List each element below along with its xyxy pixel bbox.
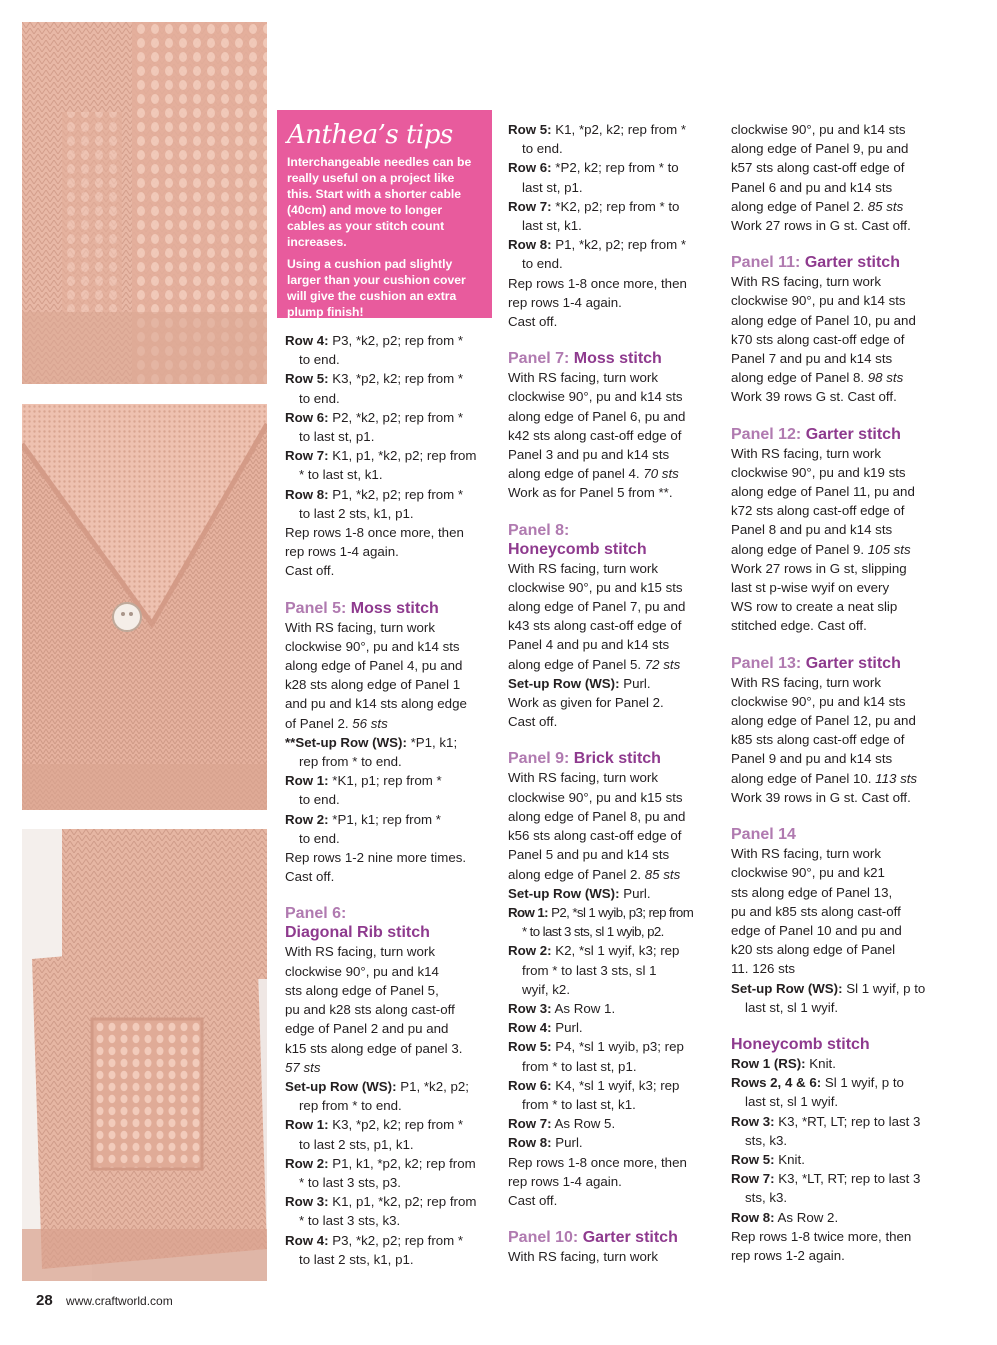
- row-8-cont: to end.: [522, 256, 563, 272]
- instruction-line: With RS facing, turn work: [731, 846, 882, 862]
- row-4-cont: to end.: [299, 352, 340, 368]
- row-1: Row 1: P2, *sl 1 wyib, p3; rep from: [508, 904, 694, 920]
- instruction-line: along edge of Panel 9, pu and: [731, 141, 909, 157]
- instruction-line: edge of Panel 2 and pu and: [285, 1021, 449, 1037]
- row-1: Row 1: K3, *p2, k2; rep from *: [285, 1117, 464, 1133]
- row-8: Row 8: Purl.: [508, 1135, 583, 1151]
- repeat-text: Rep rows 1-8 once more, then: [508, 275, 687, 291]
- instruction-line: k70 sts along cast-off edge of: [731, 331, 905, 347]
- cast-off-text: Cast off.: [508, 314, 558, 330]
- instruction-line: along edge of Panel 2. 85 sts: [731, 198, 904, 214]
- instruction-line: pu and k85 sts along cast-off: [731, 903, 901, 919]
- row-6: Row 6: *P2, k2; rep from * to: [508, 160, 679, 176]
- row-5: Row 5: K3, *p2, k2; rep from *: [285, 371, 464, 387]
- row-2: Row 2: K2, *sl 1 wyif, k3; rep: [508, 943, 680, 959]
- repeat-text: rep rows 1-2 again.: [731, 1247, 845, 1263]
- instruction-line: along edge of Panel 8, pu and: [508, 808, 686, 824]
- instruction-line: clockwise 90°, pu and k15 sts: [508, 579, 683, 595]
- panel-7-heading: Panel 7: Moss stitch: [508, 350, 662, 368]
- instruction-line: 11. 126 sts: [731, 961, 796, 977]
- row-1-cont: * to last 3 sts, sl 1 wyib, p2.: [522, 924, 664, 940]
- row-6: Row 6: K4, *sl 1 wyif, k3; rep: [508, 1077, 680, 1093]
- instruction-line: k42 sts along cast-off edge of: [508, 427, 682, 443]
- instruction-line: along edge of Panel 9. 105 sts: [731, 541, 911, 557]
- instruction-line: along edge of Panel 12, pu and: [731, 713, 916, 729]
- instruction-line: Panel 9 and pu and k14 sts: [731, 751, 893, 767]
- panel-14-heading: Panel 14: [731, 826, 796, 844]
- instruction-line: along edge of Panel 6, pu and: [508, 408, 686, 424]
- tips-title: Anthea’s tips: [287, 120, 453, 150]
- repeat-text: Rep rows 1-8 once more, then: [285, 525, 464, 541]
- instruction-line: Work as given for Panel 2.: [508, 695, 664, 711]
- row-4: Row 4: P3, *k2, p2; rep from *: [285, 1232, 464, 1248]
- setup-row: **Set-up Row (WS): *P1, k1;: [285, 734, 458, 750]
- row-1: Row 1: *K1, p1; rep from *: [285, 773, 442, 789]
- instruction-line: along edge of Panel 11, pu and: [731, 484, 915, 500]
- instruction-line: With RS facing, turn work: [508, 770, 659, 786]
- instruction-line: of Panel 2. 56 sts: [285, 715, 388, 731]
- instruction-line: Work 27 rows in G st, slipping: [731, 560, 907, 576]
- instruction-line: k15 sts along edge of panel 3.: [285, 1040, 463, 1056]
- pattern-column-3: [731, 120, 946, 1265]
- instruction-line: k56 sts along cast-off edge of: [508, 828, 682, 844]
- instruction-line: last st p-wise wyif on every: [731, 580, 890, 596]
- tips-paragraph-1: Interchangeable needles can be really useful on a project like this. Start with a shorter cable (40cm) and move to longer cables as your stitch count increases.: [287, 155, 472, 249]
- instruction-line: along edge of Panel 5. 72 sts: [508, 656, 681, 672]
- instruction-line: k28 sts along edge of Panel 1: [285, 677, 461, 693]
- panel-6-heading: Panel 6: Diagonal Rib stitch: [285, 905, 430, 942]
- instruction-line: Panel 7 and pu and k14 sts: [731, 351, 893, 367]
- row-5-cont: to end.: [299, 390, 340, 406]
- repeat-text: rep rows 1-4 again.: [508, 1173, 622, 1189]
- row-4: Row 4: P3, *k2, p2; rep from *: [285, 333, 464, 348]
- instruction-line: along edge of panel 4. 70 sts: [508, 466, 679, 482]
- panel-10-heading: Panel 10: Garter stitch: [508, 1229, 678, 1247]
- instruction-line: With RS facing, turn work: [285, 619, 436, 635]
- row-8: Row 8: P1, *k2, p2; rep from *: [508, 237, 687, 253]
- row-7: Row 7: *K2, p2; rep from * to: [508, 198, 680, 214]
- instruction-line: and pu and k14 sts along edge: [285, 696, 467, 712]
- row-5: Row 5: P4, *sl 1 wyib, p3; rep: [508, 1039, 684, 1055]
- row-5-cont: to end.: [522, 141, 563, 157]
- row-7-cont: last st, k1.: [522, 218, 582, 234]
- instruction-line: clockwise 90°, pu and k14 sts: [731, 693, 906, 709]
- honeycomb-heading: Honeycomb stitch: [731, 1035, 870, 1053]
- row-3: Row 3: K3, *RT, LT; rep to last 3: [731, 1113, 921, 1129]
- instruction-line: k72 sts along cast-off edge of: [731, 503, 905, 519]
- instruction-line: With RS facing, turn work: [508, 560, 659, 576]
- row-1: Row 1 (RS): Knit.: [731, 1055, 836, 1071]
- row-2: Row 2: *P1, k1; rep from *: [285, 811, 441, 827]
- setup-row-cont: rep from * to end.: [299, 1098, 402, 1114]
- instruction-line: Work 39 rows in G st. Cast off.: [731, 789, 911, 805]
- instruction-line: clockwise 90°, pu and k14 sts: [731, 293, 906, 309]
- row-8: Row 8: P1, *k2, p2; rep from *: [285, 486, 464, 502]
- row-2-cont: * to last 3 sts, p3.: [299, 1174, 401, 1190]
- panel-9-heading: Panel 9: Brick stitch: [508, 750, 661, 768]
- cast-off-text: Cast off.: [285, 869, 335, 885]
- instruction-line: along edge of Panel 10, pu and: [731, 312, 916, 328]
- instruction-line: With RS facing, turn work: [285, 944, 436, 960]
- setup-row: Set-up Row (WS): P1, *k2, p2;: [285, 1078, 469, 1094]
- row-1-cont: to end.: [299, 792, 340, 808]
- panel-12-heading: Panel 12: Garter stitch: [731, 425, 901, 443]
- row-6-cont: from * to last st, k1.: [522, 1096, 636, 1112]
- row-4-cont: to last 2 sts, k1, p1.: [299, 1251, 414, 1267]
- instruction-line: clockwise 90°, pu and k19 sts: [731, 464, 906, 480]
- instruction-line: clockwise 90°, pu and k14 sts: [508, 389, 683, 405]
- row-4: Row 4: Purl.: [508, 1020, 583, 1036]
- cast-off-text: Cast off.: [285, 563, 335, 579]
- row-7: Row 7: As Row 5.: [508, 1116, 616, 1132]
- repeat-text: Rep rows 1-8 once more, then: [508, 1154, 687, 1170]
- page-number: 28: [36, 1292, 53, 1309]
- instruction-line: along edge of Panel 8. 98 sts: [731, 370, 904, 386]
- cast-off-text: Cast off.: [508, 714, 558, 730]
- instruction-line: Panel 8 and pu and k14 sts: [731, 522, 893, 538]
- row-2-cont: from * to last 3 sts, sl 1: [522, 962, 657, 978]
- instruction-line: clockwise 90°, pu and k14 sts: [731, 122, 906, 137]
- row-5: Row 5: K1, *p2, k2; rep from *: [508, 122, 687, 137]
- row-7-cont: sts, k3.: [745, 1190, 788, 1206]
- row-2: Row 2: P1, k1, *p2, k2; rep from: [285, 1155, 476, 1171]
- setup-row-cont: rep from * to end.: [299, 754, 402, 770]
- panel-5-heading: Panel 5: Moss stitch: [285, 599, 439, 617]
- instruction-line: clockwise 90°, pu and k21: [731, 865, 885, 881]
- repeat-text: Rep rows 1-2 nine more times.: [285, 850, 467, 866]
- setup-row: Set-up Row (WS): Sl 1 wyif, p to: [731, 980, 926, 996]
- tips-paragraph-2: Using a cushion pad slightly larger than your cushion cover will give the cushion an extra plump finish!: [287, 257, 466, 319]
- instruction-line: edge of Panel 10 and pu and: [731, 922, 902, 938]
- instruction-line: stitched edge. Cast off.: [731, 618, 867, 634]
- pattern-column-1: [285, 331, 500, 1269]
- instruction-line: Panel 6 and pu and k14 sts: [731, 179, 893, 195]
- row-8: Row 8: As Row 2.: [731, 1209, 839, 1225]
- rows-2-4-6-cont: last st, sl 1 wyif.: [745, 1094, 839, 1110]
- repeat-text: rep rows 1-4 again.: [508, 294, 622, 310]
- cast-off-text: Cast off.: [508, 1192, 558, 1208]
- setup-row: Set-up Row (WS): Purl.: [508, 885, 651, 901]
- row-5-cont: from * to last st, p1.: [522, 1058, 637, 1074]
- instruction-line: Panel 5 and pu and k14 sts: [508, 847, 670, 863]
- row-3-cont: * to last 3 sts, k3.: [299, 1213, 401, 1229]
- row-6-cont: to last st, p1.: [299, 429, 375, 445]
- row-8-cont: to last 2 sts, k1, p1.: [299, 505, 414, 521]
- instruction-line: clockwise 90°, pu and k14: [285, 963, 439, 979]
- row-5: Row 5: Knit.: [731, 1151, 805, 1167]
- instruction-line: Work 27 rows in G st. Cast off.: [731, 218, 911, 234]
- footer-url[interactable]: www.craftworld.com: [66, 1294, 173, 1308]
- instruction-line: along edge of Panel 4, pu and: [285, 658, 463, 674]
- stitch-count: 57 sts: [285, 1059, 321, 1075]
- row-3-cont: sts, k3.: [745, 1132, 788, 1148]
- row-3: Row 3: K1, p1, *k2, p2; rep from: [285, 1194, 477, 1210]
- instruction-line: Panel 4 and pu and k14 sts: [508, 637, 670, 653]
- page-footer: [36, 1292, 173, 1309]
- blanket-photo-1: [22, 22, 267, 384]
- instruction-line: With RS facing, turn work: [731, 674, 882, 690]
- instruction-line: sts along edge of Panel 5,: [285, 982, 439, 998]
- instruction-line: along edge of Panel 10. 113 sts: [731, 770, 918, 786]
- row-3: Row 3: As Row 1.: [508, 1000, 616, 1016]
- repeat-text: rep rows 1-4 again.: [285, 544, 399, 560]
- instruction-line: With RS facing, turn work: [508, 1249, 659, 1265]
- row-6: Row 6: P2, *k2, p2; rep from *: [285, 409, 464, 425]
- instruction-line: With RS facing, turn work: [508, 370, 659, 386]
- instruction-line: along edge of Panel 7, pu and: [508, 599, 686, 615]
- row-7: Row 7: K3, *LT, RT; rep to last 3: [731, 1171, 921, 1187]
- row-2-cont: wyif, k2.: [522, 981, 571, 997]
- instruction-line: pu and k28 sts along cast-off: [285, 1002, 455, 1018]
- panel-11-heading: Panel 11: Garter stitch: [731, 254, 900, 272]
- instruction-line: With RS facing, turn work: [731, 445, 882, 461]
- row-1-cont: to last 2 sts, p1, k1.: [299, 1136, 414, 1152]
- panel-13-heading: Panel 13: Garter stitch: [731, 654, 901, 672]
- row-2-cont: to end.: [299, 830, 340, 846]
- instruction-line: Work 39 rows G st. Cast off.: [731, 389, 897, 405]
- rows-2-4-6: Rows 2, 4 & 6: Sl 1 wyif, p to: [731, 1075, 904, 1091]
- pattern-column-2: [508, 120, 723, 1266]
- setup-row: Set-up Row (WS): Purl.: [508, 675, 651, 691]
- instruction-line: sts along edge of Panel 13,: [731, 884, 893, 900]
- instruction-line: WS row to create a neat slip: [731, 599, 898, 615]
- instruction-line: k57 sts along cast-off edge of: [731, 160, 905, 176]
- instruction-line: k43 sts along cast-off edge of: [508, 618, 682, 634]
- instruction-line: along edge of Panel 2. 85 sts: [508, 866, 681, 882]
- row-7: Row 7: K1, p1, *k2, p2; rep from: [285, 448, 477, 464]
- row-7-cont: * to last st, k1.: [299, 467, 383, 483]
- instruction-line: With RS facing, turn work: [731, 274, 882, 290]
- panel-8-heading: Panel 8: Honeycomb stitch: [508, 521, 647, 558]
- row-6-cont: last st, p1.: [522, 179, 583, 195]
- instruction-line: clockwise 90°, pu and k14 sts: [285, 638, 460, 654]
- setup-row-cont: last st, sl 1 wyif.: [745, 999, 839, 1015]
- instruction-line: Panel 3 and pu and k14 sts: [508, 447, 670, 463]
- cushion-envelope-photo: [22, 404, 267, 810]
- tips-box: [277, 110, 492, 318]
- instruction-line: Work as for Panel 5 from **.: [508, 485, 673, 501]
- repeat-text: Rep rows 1-8 twice more, then: [731, 1228, 912, 1244]
- instruction-line: k85 sts along cast-off edge of: [731, 732, 905, 748]
- instruction-line: clockwise 90°, pu and k15 sts: [508, 789, 683, 805]
- cushion-and-blanket-photo: [22, 829, 267, 1281]
- instruction-line: k20 sts along edge of Panel: [731, 942, 896, 958]
